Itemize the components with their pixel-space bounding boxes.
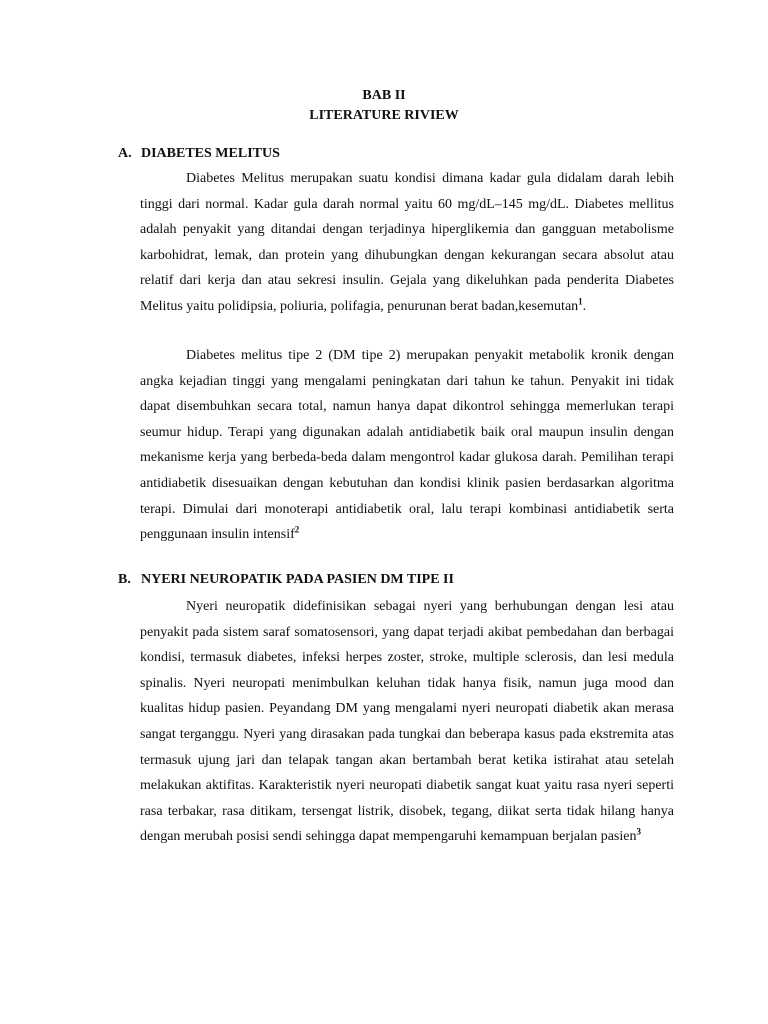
- chapter-title: LITERATURE RIVIEW: [309, 108, 459, 123]
- paragraph-text: Diabetes Melitus merupakan suatu kondisi dimana kadar gula didalam darah lebih tinggi dari normal. Kadar gula darah normal yaitu 60 mg/dL–145 mg/dL. Diabetes mellitus adalah penyakit yang ditandai dengan terjadinya hiperglikemia dan gangguan metabolisme karbohidrat, lemak, dan protein yang dihubungkan dengan kekurangan secara absolut atau relatif dari kerja dan atau sekresi insulin. Gejala yang dikeluhkan pada penderita Diabetes Melitus yaitu polidipsia, poliuria, polifagia, penurunan berat badan,kesemutan: [140, 171, 674, 314]
- section-letter: A.: [118, 146, 132, 161]
- footnote-ref: 1: [578, 296, 583, 307]
- section-title: NYERI NEUROPATIK PADA PASIEN DM TIPE II: [141, 572, 454, 587]
- section-title: DIABETES MELITUS: [141, 146, 280, 161]
- paragraph-tail: .: [582, 298, 587, 314]
- paragraph: [140, 594, 674, 850]
- section-letter: B.: [118, 572, 131, 587]
- chapter-heading: [0, 86, 768, 126]
- footnote-ref: 3: [636, 826, 641, 837]
- paragraph-text: Nyeri neuropatik didefinisikan sebagai nyeri yang berhubungan dengan lesi atau penyakit pada sistem saraf somatosensori, yang dapat terjadi akibat pembedahan dan berbagai kondisi, termasuk diabetes, infeksi herpes zoster, stroke, multiple sclerosis, dan lesi medula spinalis. Nyeri neuropati menimbulkan keluhan tidak hanya fisik, namun juga mood dan kualitas hidup pasien. Peyandang DM yang mengalami nyeri neuropati diabetik akan merasa sangat terganggu. Nyeri yang dirasakan pada tungkai dan beberapa kasus pada ekstremita atas termasuk ujung jari dan telapak tangan akan bertambah berat ketika istirahat atau setelah melakukan aktifitas. Karakteristik nyeri neuropati diabetik sangat kuat yaitu rasa nyeri seperti rasa terbakar, rasa ditikam, tersengat listrik, disobek, tegang, diikat serta tidak hilang hanya dengan merubah posisi sendi sehingga dapat mempengaruhi kemampuan berjalan pasien: [140, 599, 674, 845]
- paragraph-text: Diabetes melitus tipe 2 (DM tipe 2) merupakan penyakit metabolik kronik dengan angka kejadian tinggi yang mengalami peningkatan dari tahun ke tahun. Penyakit ini tidak dapat disembuhkan secara total, namun hanya dapat dikontrol sehingga memerlukan terapi seumur hidup. Terapi yang digunakan adalah antidiabetik baik oral maupun insulin dengan mekanisme kerja yang berbeda-beda dalam mengontrol kadar glukosa darah. Pemilihan terapi antidiabetik disesuaikan dengan kebutuhan dan kondisi klinik pasien berdasarkan algoritma terapi. Dimulai dari monoterapi antidiabetik oral, lalu terapi kombinasi antidiabetik serta penggunaan insulin intensif: [140, 348, 674, 543]
- chapter-number: BAB II: [362, 88, 406, 103]
- section-heading-a: [118, 144, 280, 164]
- paragraph: [140, 166, 674, 320]
- paragraph: [140, 343, 674, 548]
- section-heading-b: [118, 570, 454, 590]
- footnote-ref: 2: [294, 524, 300, 535]
